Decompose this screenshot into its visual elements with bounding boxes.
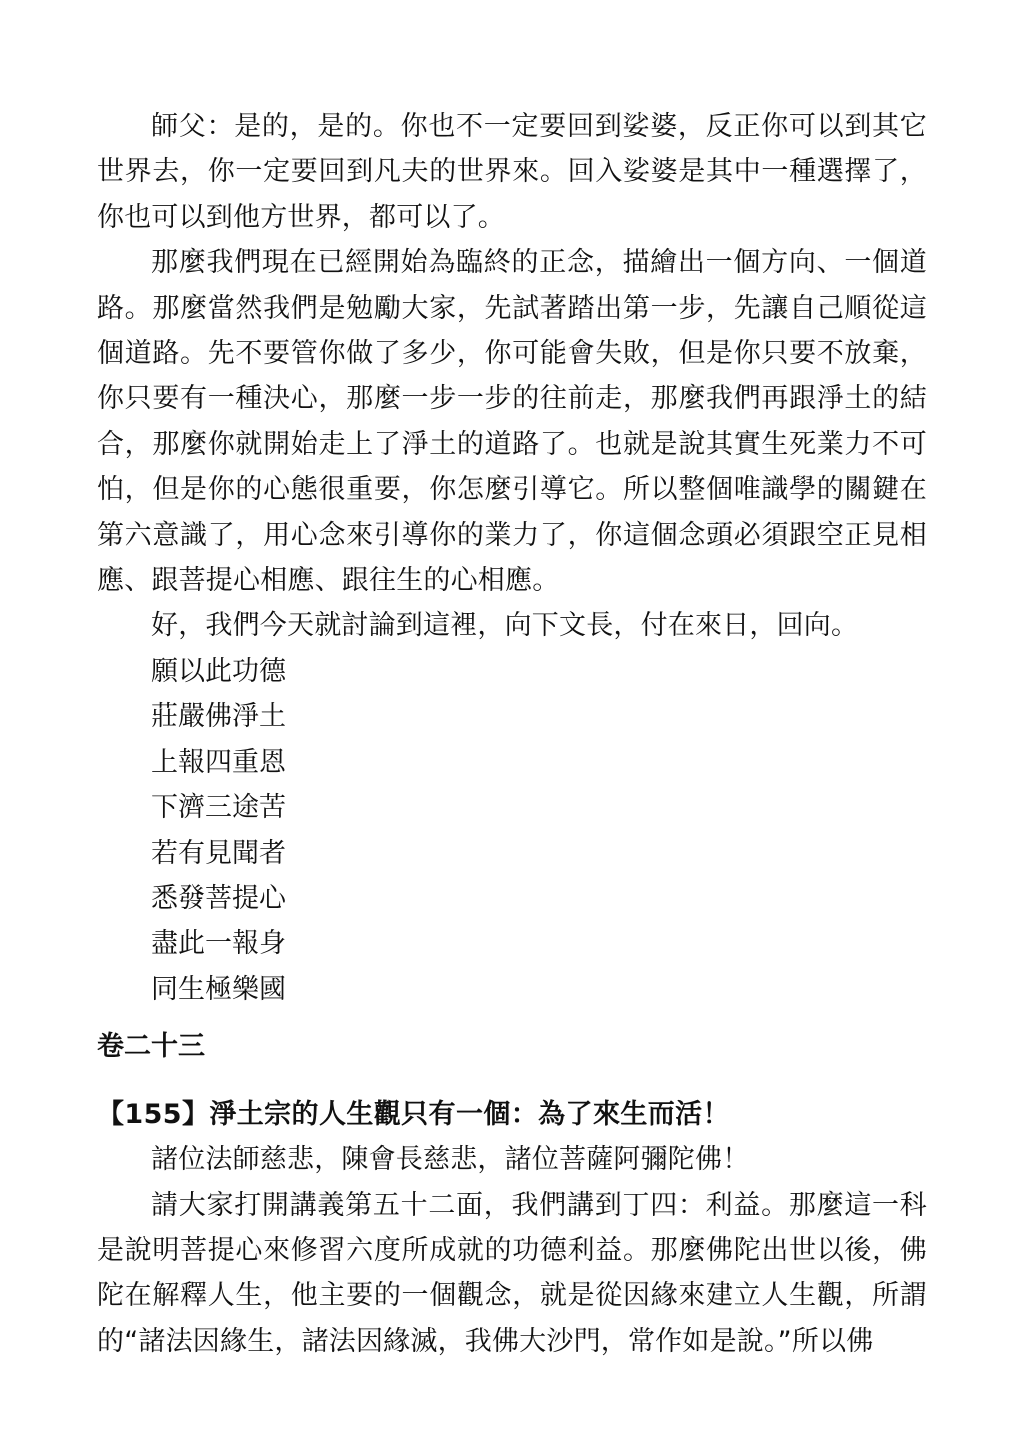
paragraph-master-reply: 師父：是的，是的。你也不一定要回到娑婆，反正你可以到其它世界去，你一定要回到凡夫的世界來。回入娑婆是其中一種選擇了，你也可以到他方世界，都可以了。 bbox=[97, 111, 927, 233]
paragraph-closing: 好，我們今天就討論到這裡，向下文長，付在來日，回向。 bbox=[151, 610, 859, 642]
verse-line: 願以此功德 bbox=[151, 655, 286, 687]
verse-line: 悉發菩提心 bbox=[151, 882, 286, 914]
document-page bbox=[97, 104, 927, 1364]
verse-line: 盡此一報身 bbox=[151, 928, 286, 960]
dedication-verse bbox=[97, 649, 927, 1012]
paragraph-greeting: 諸位法師慈悲，陳會長慈悲，諸位菩薩阿彌陀佛！ bbox=[151, 1144, 750, 1176]
verse-line: 若有見聞者 bbox=[151, 837, 286, 869]
verse-line: 下濟三途苦 bbox=[151, 792, 286, 824]
paragraph-lecture-start: 請大家打開講義第五十二面，我們講到丁四：利益。那麼這一科是說明菩提心來修習六度所成就的功德利益。那麼佛陀出世以後，佛陀在解釋人生，他主要的一個觀念，就是從因緣來建立人生觀，所謂的“諸法因緣生，諸法因緣滅，我佛大沙門，常作如是說。”所以佛 bbox=[97, 1189, 927, 1357]
verse-line: 莊嚴佛淨土 bbox=[151, 701, 286, 733]
paragraph-dying-mindfulness: 那麼我們現在已經開始為臨終的正念，描繪出一個方向、一個道路。那麼當然我們是勉勵大家，先試著踏出第一步，先讓自己順從這個道路。先不要管你做了多少，你可能會失敗，但是你只要不放棄，你只要有一種決心，那麼一步一步的往前走，那麼我們再跟淨土的結合，那麼你就開始走上了淨土的道路了。也就是說其實生死業力不可怕，但是你的心態很重要，你怎麼引導它。所以整個唯識學的關鍵在第六意識了，用心念來引導你的業力了，你這個念頭必須跟空正見相應、跟菩提心相應、跟往生的心相應。 bbox=[97, 247, 927, 597]
section-heading: 【155】淨土宗的人生觀只有一個：為了來生而活！ bbox=[97, 1099, 730, 1131]
verse-line: 上報四重恩 bbox=[151, 746, 286, 778]
volume-title: 卷二十三 bbox=[97, 1031, 205, 1063]
verse-line: 同生極樂國 bbox=[151, 973, 286, 1005]
